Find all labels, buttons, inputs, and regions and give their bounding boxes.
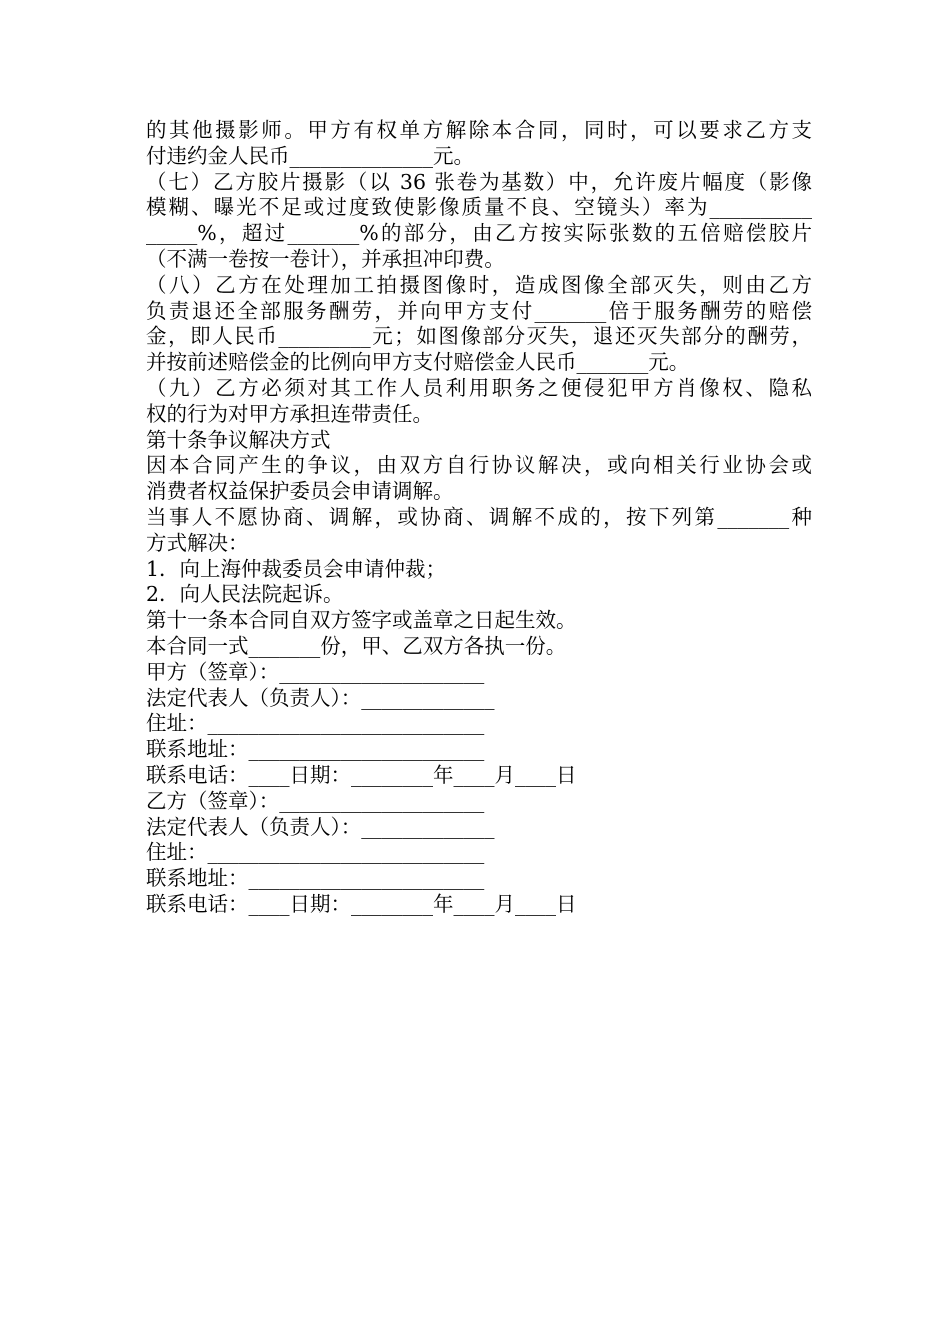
contract-body <box>146 118 812 918</box>
text-line: （不满一卷按一卷计），并承担冲印费。 <box>146 246 505 271</box>
text-line: 金，即人民币_________元；如图像部分灭失，退还灭失部分的酬劳， <box>146 324 812 349</box>
text-line: 的其他摄影师。甲方有权单方解除本合同，同时，可以要求乙方支 <box>146 118 812 142</box>
text-line: _____%，超过_______%的部分，由乙方按实际张数的五倍赔偿胶片 <box>146 221 812 246</box>
text-line: 模糊、曝光不足或过度致使影像质量不良、空镜头）率为__________ <box>146 195 812 220</box>
address-field: 住址：___________________________ <box>146 840 485 865</box>
section-heading: 第十条争议解决方式 <box>146 427 331 452</box>
text-line: 本合同一式_______份，甲、乙双方各执一份。 <box>146 633 567 658</box>
section-heading: 第十一条本合同自双方签字或盖章之日起生效。 <box>146 608 577 633</box>
text-line: 负责退还全部服务酬劳，并向甲方支付_______倍于服务酬劳的赔偿 <box>146 298 812 323</box>
signature-field-party-b: 乙方（签章）：____________________ <box>146 788 485 813</box>
phone-date-field: 联系电话：____日期：________年____月____日 <box>146 762 577 787</box>
text-line: 因本合同产生的争议，由双方自行协议解决，或向相关行业协会或 <box>146 453 812 478</box>
legal-representative-field: 法定代表人（负责人）：_____________ <box>146 685 495 710</box>
text-line: 方式解决： <box>146 530 249 555</box>
text-line: 付违约金人民币______________元。 <box>146 143 474 168</box>
address-field: 住址：___________________________ <box>146 711 485 736</box>
list-item: 2．向人民法院起诉。 <box>146 582 344 607</box>
list-item: 1．向上海仲裁委员会申请仲裁； <box>146 556 447 581</box>
text-line: 并按前述赔偿金的比例向甲方支付赔偿金人民币_______元。 <box>146 350 690 375</box>
text-line: （八）乙方在处理加工拍摄图像时，造成图像全部灭失，则由乙方 <box>146 272 812 297</box>
legal-representative-field: 法定代表人（负责人）：_____________ <box>146 814 495 839</box>
contact-address-field: 联系地址：_______________________ <box>146 866 485 891</box>
signature-field-party-a: 甲方（签章）：____________________ <box>146 659 485 684</box>
text-line: 当事人不愿协商、调解，或协商、调解不成的，按下列第_______种 <box>146 504 812 529</box>
phone-date-field: 联系电话：____日期：________年____月____日 <box>146 891 577 916</box>
text-line: 消费者权益保护委员会申请调解。 <box>146 479 454 504</box>
text-line: 权的行为对甲方承担连带责任。 <box>146 401 433 426</box>
text-line: （九）乙方必须对其工作人员利用职务之便侵犯甲方肖像权、隐私 <box>146 375 812 400</box>
contact-address-field: 联系地址：_______________________ <box>146 737 485 762</box>
text-line: （七）乙方胶片摄影（以 36 张卷为基数）中，允许废片幅度（影像 <box>146 169 812 194</box>
